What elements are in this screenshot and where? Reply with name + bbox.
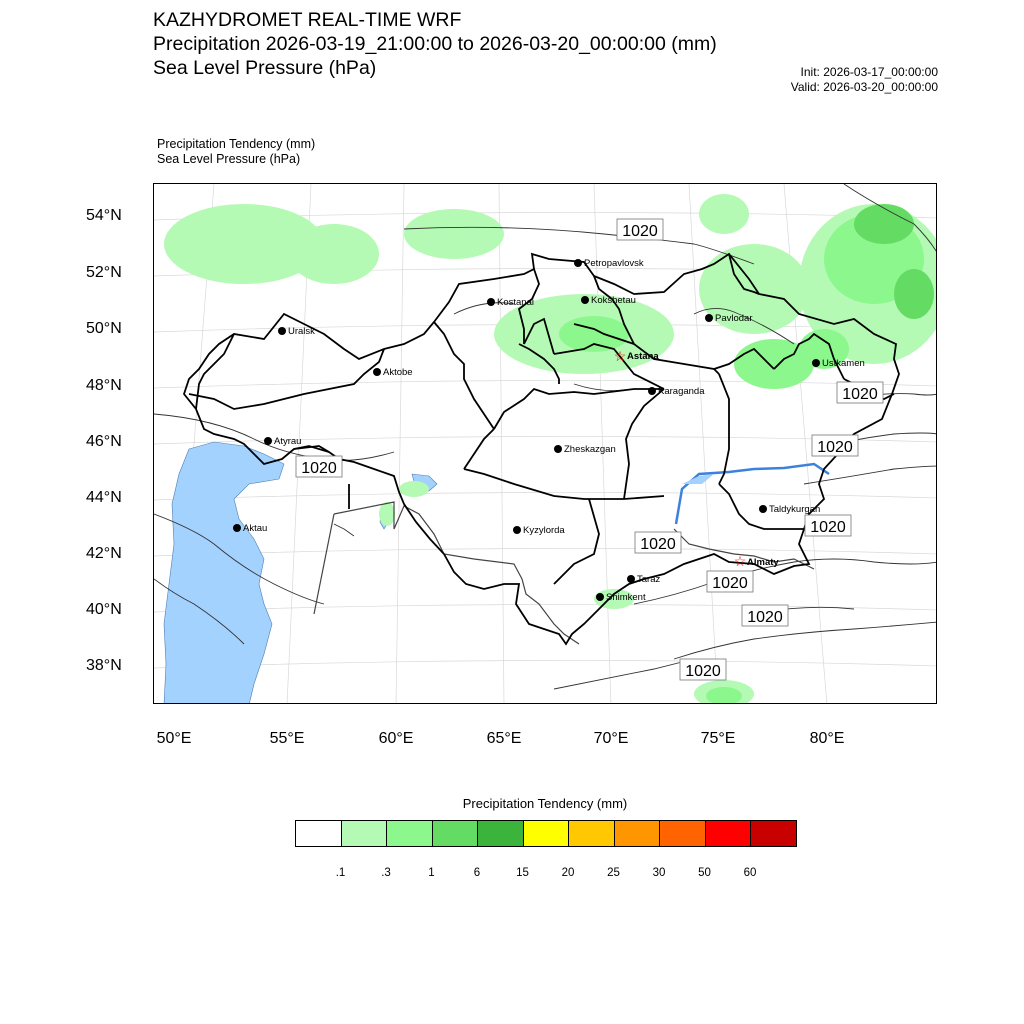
map-title: KAZHYDROMET REAL-TIME WRF <box>153 9 462 31</box>
colorbar-title: Precipitation Tendency (mm) <box>462 796 628 811</box>
lat-label: 40°N <box>86 601 122 618</box>
city-label-almaty: Almaty <box>747 557 779 568</box>
colorbar-swatch <box>750 820 797 847</box>
isobar <box>554 659 694 689</box>
isobar-label: 1020 <box>685 663 721 680</box>
colorbar-swatch <box>295 820 342 847</box>
city-marker-taldykurgan <box>759 505 767 513</box>
city-marker-taraz <box>627 575 635 583</box>
region-border <box>494 389 664 429</box>
city-label-uralsk: Uralsk <box>288 326 315 337</box>
precip-period-title: Precipitation 2026-03-19_21:00:00 to 2026-03-20_00:00:00 (mm) <box>153 33 717 55</box>
isobar-label: 1020 <box>810 519 846 536</box>
colorbar-label: 50 <box>698 867 711 879</box>
city-marker-aktobe <box>373 368 381 376</box>
isobar-label: 1020 <box>712 575 748 592</box>
isobar <box>334 524 354 536</box>
city-label-shimkent: Shimkent <box>606 592 646 603</box>
field-label-slp: Sea Level Pressure (hPa) <box>157 152 301 166</box>
colorbar-swatch <box>341 820 388 847</box>
city-label-taraz: Taraz <box>637 574 661 585</box>
precip-area <box>894 269 934 319</box>
colorbar-label: .3 <box>381 867 391 879</box>
region-border <box>554 499 599 584</box>
map-panel <box>153 183 937 704</box>
graticule-line <box>396 184 404 704</box>
precip-area <box>854 204 914 244</box>
colorbar-label: 15 <box>516 867 529 879</box>
graticule-line <box>154 380 937 388</box>
lon-label: 80°E <box>809 730 845 747</box>
colorbar-label: 60 <box>743 867 757 879</box>
colorbar-swatch <box>705 820 752 847</box>
city-marker-kokshetau <box>581 296 589 304</box>
lat-label: 50°N <box>86 320 122 337</box>
region-border <box>464 429 494 469</box>
precip-area <box>289 224 379 284</box>
city-label-karaganda: Karaganda <box>658 386 705 397</box>
map-canvas <box>154 184 937 704</box>
city-label-atyrau: Atyrau <box>274 436 302 447</box>
lon-label: 60°E <box>378 730 414 747</box>
field-label-precip: Precipitation Tendency (mm) <box>157 137 316 151</box>
region-border <box>624 389 664 499</box>
country-border <box>314 514 334 614</box>
city-marker-pavlodar <box>705 314 713 322</box>
colorbar-swatch <box>477 820 524 847</box>
city-label-kostanai: Kostanai <box>497 297 534 308</box>
lon-label: 50°E <box>156 730 192 747</box>
capital-star-icon-almaty: ☆ <box>733 553 747 569</box>
precip-area <box>699 194 749 234</box>
city-marker-karaganda <box>648 387 656 395</box>
colorbar-swatch <box>659 820 706 847</box>
city-marker-petropavlovsk <box>574 259 582 267</box>
isobar-label: 1020 <box>622 223 658 240</box>
graticule-line <box>154 660 937 668</box>
lat-label: 42°N <box>86 545 122 562</box>
graticule-line <box>154 548 937 556</box>
precip-area <box>379 502 395 526</box>
lon-label: 70°E <box>593 730 629 747</box>
lat-label: 46°N <box>86 433 122 450</box>
colorbar-swatch <box>386 820 433 847</box>
precip-area <box>404 209 504 259</box>
graticule-line <box>499 184 504 704</box>
city-label-ustkamen: Ustkamen <box>822 358 865 369</box>
lat-label: 38°N <box>86 657 122 674</box>
colorbar-label: 25 <box>607 867 620 879</box>
city-label-aktobe: Aktobe <box>383 367 413 378</box>
colorbar-swatch <box>614 820 661 847</box>
city-marker-ustkamen <box>812 359 820 367</box>
colorbar-label: 30 <box>652 867 666 879</box>
city-label-kyzylorda: Kyzylorda <box>523 525 565 536</box>
city-marker-shimkent <box>596 593 604 601</box>
city-marker-kostanai <box>487 298 495 306</box>
isobar-label: 1020 <box>301 460 337 477</box>
region-border <box>189 349 384 409</box>
region-border <box>464 469 664 499</box>
lat-label: 52°N <box>86 264 122 281</box>
colorbar-label: 1 <box>428 867 435 879</box>
city-label-taldykurgan: Taldykurgan <box>769 504 821 515</box>
capital-star-icon-astana: ☆ <box>613 348 627 364</box>
city-label-aktau: Aktau <box>243 523 268 534</box>
lat-label: 44°N <box>86 489 122 506</box>
city-label-zheskazgan: Zheskazgan <box>564 444 616 455</box>
colorbar-swatch <box>568 820 615 847</box>
isobar-label: 1020 <box>817 439 853 456</box>
precip-area <box>399 481 429 497</box>
colorbar-label: .1 <box>335 867 346 879</box>
city-label-kokshetau: Kokshetau <box>591 295 636 306</box>
country-border <box>334 502 579 644</box>
city-label-pavlodar: Pavlodar <box>715 313 753 324</box>
region-border <box>719 374 729 484</box>
isobar-label: 1020 <box>842 386 878 403</box>
city-marker-aktau <box>233 524 241 532</box>
precip-area <box>559 316 629 352</box>
isobar-label: 1020 <box>747 609 783 626</box>
colorbar-swatch <box>432 820 479 847</box>
lat-label: 48°N <box>86 377 122 394</box>
lat-label: 54°N <box>86 207 122 224</box>
colorbar-label: 6 <box>473 867 481 879</box>
city-label-petropavlovsk: Petropavlovsk <box>584 258 644 269</box>
isobar-label: 1020 <box>640 536 676 553</box>
init-time: Init: 2026-03-17_00:00:00 <box>800 65 938 79</box>
lon-label: 75°E <box>700 730 736 747</box>
city-marker-uralsk <box>278 327 286 335</box>
valid-time: Valid: 2026-03-20_00:00:00 <box>790 80 938 94</box>
region-border <box>434 322 494 429</box>
city-marker-kyzylorda <box>513 526 521 534</box>
slp-title: Sea Level Pressure (hPa) <box>153 57 377 79</box>
city-label-astana: Astana <box>627 351 659 362</box>
colorbar-swatch <box>523 820 570 847</box>
city-marker-atyrau <box>264 437 272 445</box>
city-marker-zheskazgan <box>554 445 562 453</box>
lon-label: 55°E <box>269 730 305 747</box>
colorbar-label: 20 <box>561 867 575 879</box>
lon-label: 65°E <box>486 730 522 747</box>
